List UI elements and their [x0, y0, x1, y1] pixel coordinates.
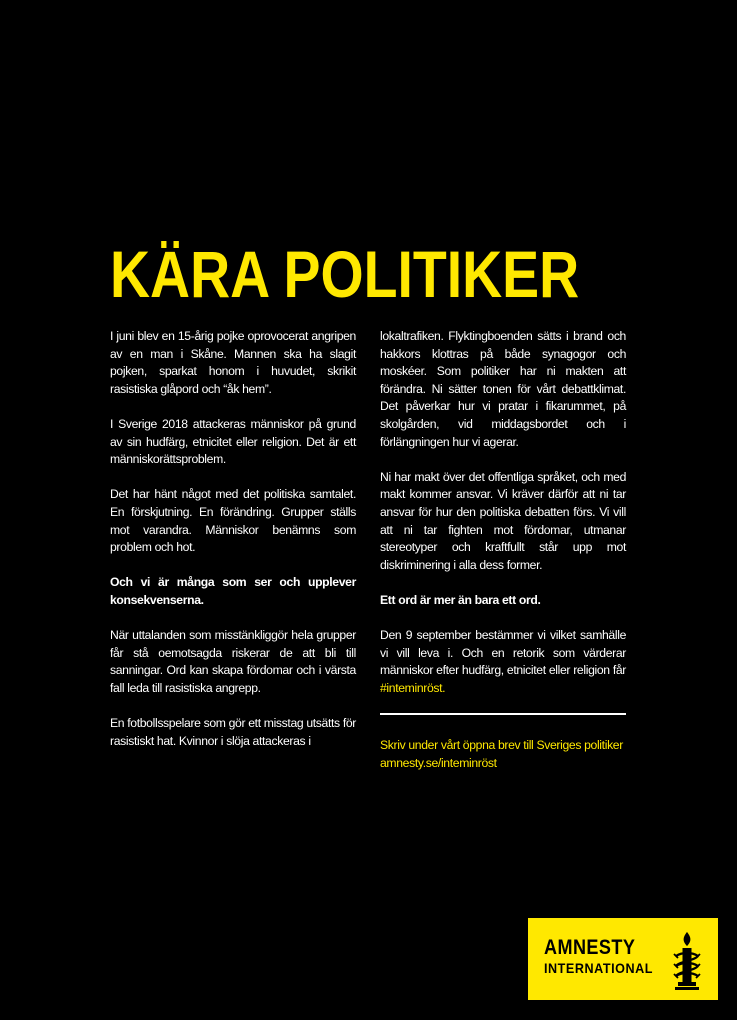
closing-text: Den 9 september bestämmer vi vilket samhälle vi vill leva i. Och en retorik som värderar människor efter hudfärg, etnicitet eller religion får [380, 628, 626, 678]
paragraph: lokaltrafiken. Flyktingboenden sätts i brand och hakkors klottras på både synagogor och moskéer. Som politiker har ni makten att förändra. Ni sätter tonen för vårt debattklimat. Det påverkar hur vi pratar i fikarummet, på skolgården, vid middagsbordet och i förlängningen hur vi agerar. [380, 329, 626, 449]
logo-text [544, 936, 665, 977]
bold-paragraph: Ett ord är mer än bara ett ord. [380, 592, 541, 607]
paragraph: En fotbollsspelare som gör ett misstag utsätts för rasistiskt hat. Kvinnor i slöja attackeras i [110, 716, 357, 748]
paragraph: Ni har makt över det offentliga språket, och med makt kommer ansvar. Vi kräver därför att ni tar ansvar för hur den politiska debatten förs. Vi vill att ni tar fighten mot fördomar, utmanar stereotyper och kraftfullt står upp mot diskriminering i alla dess former. [380, 469, 626, 572]
call-to-action: Skriv under vårt öppna brev till Sveriges politiker [380, 738, 623, 753]
logo-line2: INTERNATIONAL [544, 960, 653, 976]
paragraph: När uttalanden som misstänkliggör hela grupper får stå oemotsagda riskerar de att bli till sanningar. Ord kan skapa fördomar och i värsta fall leda till rasistiska angrepp. [110, 628, 356, 695]
paragraph: Det har hänt något med det politiska samtalet. En förskjutning. En förändring. Grupper ställs mot varandra. Människor benämns som problem och hot. [110, 487, 356, 555]
left-column [110, 328, 356, 768]
paragraph: I juni blev en 15-årig pojke oprovocerat angripen av en man i Skåne. Mannen ska ha slagit pojken, sparkat honom i huvudet, skrikit rasistiska glåpord och “åk hem”. [110, 329, 356, 396]
amnesty-logo [528, 918, 718, 1000]
headline: KÄRA POLITIKER [110, 237, 580, 311]
paragraph: I Sverige 2018 attackeras människor på grund av sin hudfärg, etnicitet eller religion. Det är ett människorättsproblem. [110, 416, 356, 467]
hashtag: #inteminröst. [380, 680, 446, 695]
candle-barbed-wire-icon [670, 930, 704, 992]
divider [380, 713, 626, 715]
logo-line1: AMNESTY [544, 936, 636, 959]
right-column [380, 328, 626, 773]
closing-paragraph [380, 627, 626, 697]
bold-paragraph: Och vi är många som ser och upplever konsekvenserna. [110, 575, 356, 607]
campaign-url[interactable]: amnesty.se/inteminröst [380, 756, 497, 771]
